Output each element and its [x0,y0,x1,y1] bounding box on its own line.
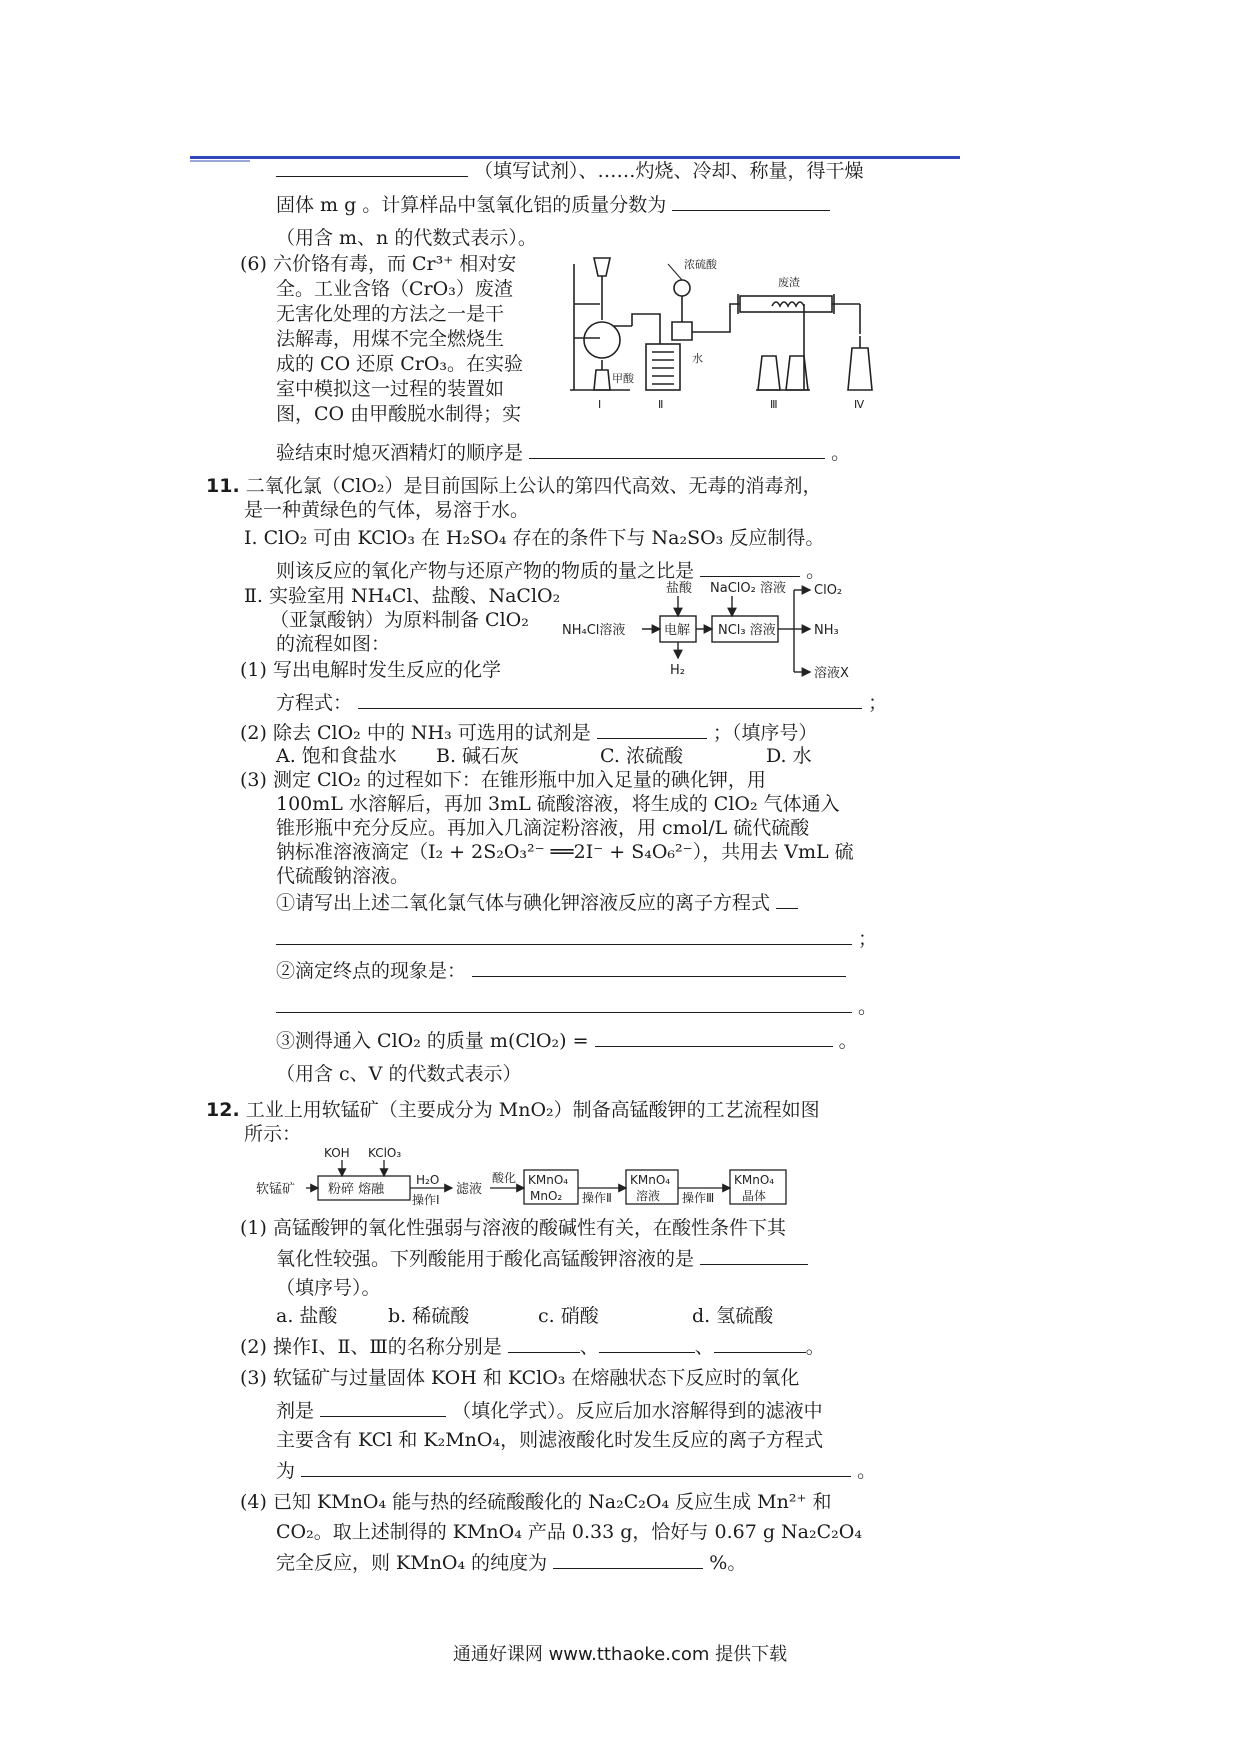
q12-sub1-line-3: （填序号）。 [276,1277,381,1299]
answer-blank[interactable] [595,1028,833,1047]
answer-blank[interactable] [472,958,846,977]
flow-label-electrolysis: 电解 [664,623,691,638]
option-b: B. 碱石灰 [436,745,520,767]
q12-sub3-line-2 [276,1398,823,1423]
answer-blank[interactable] [529,440,825,459]
q12-intro-text-1: 工业上用软锰矿（主要成分为 MnO₂）制备高锰酸钾的工艺流程如图 [245,1099,820,1121]
answer-blank[interactable] [276,994,852,1013]
q11-sub3a-line [276,890,798,915]
flow-label-filtrate: 滤液 [456,1182,483,1197]
flow-box4-line1: KMnO₄ [734,1173,775,1187]
flow-box2-line2: MnO₂ [530,1189,563,1203]
q10-line-1 [276,158,864,183]
q11-sub2-line-1 [240,720,817,745]
unit-label-4: Ⅳ [854,398,865,411]
answer-blank[interactable] [599,1334,695,1353]
q10-p6-line-6: 室中模拟这一过程的装置如 [276,378,505,400]
option-d: d. 氢硫酸 [692,1305,774,1327]
answer-blank[interactable] [553,1550,703,1569]
q12-sub4-line-3 [276,1550,746,1575]
q11-sub3a-answer-line [276,926,877,951]
q12-sub4-text: 完全反应，则 KMnO₄ 的纯度为 [276,1552,548,1574]
q11-sub3d-line: （用含 c、V 的代数式表示） [276,1063,522,1085]
flow-label-hcl: 盐酸 [666,581,693,596]
flow-label-nh4cl: NH₄Cl溶液 [562,623,626,638]
label-waste-residue: 废渣 [778,276,800,289]
q12-sub2-line [240,1334,825,1359]
flow-box3-line2: 溶液 [636,1189,661,1203]
flow-label-kclo3: KClO₃ [368,1146,402,1160]
option-c: c. 硝酸 [538,1305,599,1327]
question-number: 12. [206,1099,240,1121]
q10-p6-line-4: 法解毒，用煤不完全燃烧生 [276,328,505,350]
flow-label-naclo2: NaClO₂ 溶液 [710,581,786,596]
flow-label-solution-x: 溶液X [814,666,849,681]
answer-blank[interactable] [597,720,707,739]
q12-sub4-suffix: %。 [709,1552,747,1574]
q11-intro-line-2: 是一种黄绿色的气体，易溶于水。 [244,499,530,521]
answer-blank[interactable] [301,1458,851,1477]
flow-label-pyrolusite: 软锰矿 [256,1182,296,1197]
q11-part2-line-3: 的流程如图： [276,633,391,655]
q11-sub2-text: (2) 除去 ClO₂ 中的 NH₃ 可选用的试剂是 [240,722,591,744]
q11-part2-line-1: Ⅱ. 实验室用 NH₄Cl、盐酸、NaClO₂ [244,585,561,607]
q12-flow-diagram [256,1146,826,1214]
answer-blank[interactable] [700,1246,808,1265]
q10-p6-line-5: 成的 CO 还原 CrO₃。在实验 [276,353,524,375]
label-water: 水 [692,352,703,365]
q11-sub3a-text: ①请写出上述二氧化氯气体与碘化钾溶液反应的离子方程式 [276,892,771,914]
q10-line-2-text: 固体 m g 。计算样品中氢氧化铝的质量分数为 [276,194,667,216]
answer-blank[interactable] [714,1334,806,1353]
flow-label-h2: H₂ [670,663,685,678]
flow-label-op3: 操作Ⅲ [682,1191,715,1205]
q12-sub1-line-1: (1) 高锰酸钾的氧化性强弱与溶液的酸碱性有关，在酸性条件下其 [240,1217,786,1239]
q12-sub3-line-3: 主要含有 KCl 和 K₂MnO₄，则滤液酸化时发生反应的离子方程式 [276,1429,824,1451]
option-d: D. 水 [766,745,812,767]
question-number: 11. [206,475,240,497]
header-rule-accent [190,160,250,162]
q10-line-3: （用含 m、n 的代数式表示）。 [276,227,537,249]
answer-blank[interactable] [776,890,798,909]
flow-label-op1: 操作Ⅰ [412,1193,440,1207]
comma: 、 [694,1336,714,1358]
flow-box4-line2: 晶体 [742,1189,767,1203]
flow-label-nh3: NH₃ [814,623,839,638]
q12-sub3-line-4 [276,1458,876,1483]
q11-sub3-line-1: (3) 测定 ClO₂ 的过程如下：在锥形瓶中加入足量的碘化钾，用 [240,769,766,791]
answer-blank[interactable] [700,558,800,577]
footer-source: 通通好课网 www.tthaoke.com 提供下载 [452,1644,788,1665]
semicolon: ； [868,692,888,714]
q11-sub2-options [276,744,812,768]
q11-sub1-text: 方程式： [276,692,353,714]
period: 。 [858,996,878,1018]
q12-sub4-line-2: CO₂。取上述制得的 KMnO₄ 产品 0.33 g，恰好与 0.67 g Na₂C₂O₄ [276,1521,862,1543]
answer-blank[interactable] [358,690,862,709]
flow-label-ncl3: NCl₃ 溶液 [718,623,776,638]
q12-sub3-text: 剂是 [276,1400,315,1422]
semicolon: ； [858,928,878,950]
q11-sub3b-answer-line [276,994,877,1019]
unit-label-3: Ⅲ [770,398,778,411]
q12-sub3-text-2: 为 [276,1460,296,1482]
q11-part1-line-1: Ⅰ. ClO₂ 可由 KClO₃ 在 H₂SO₄ 存在的条件下与 Na₂SO₃ 反应制得。 [244,527,825,549]
q10-line-1-text: （填写试剂）、……灼烧、冷却、称量，得干燥 [474,160,864,182]
q10-p6-line-1: (6) 六价铬有毒，而 Cr³⁺ 相对安 [240,253,517,275]
flow-label-koh: KOH [324,1146,350,1160]
apparatus-figure [560,244,875,416]
period: 。 [806,560,826,582]
answer-blank[interactable] [672,192,830,211]
flow-label-crush-melt: 粉碎 熔融 [328,1182,385,1197]
flow-box3-line1: KMnO₄ [630,1173,671,1187]
q11-sub3-line-4: 钠标准溶液滴定（I₂ + 2S₂O₃²⁻ ══2I⁻ + S₄O₆²⁻），共用去 VmL 硫 [276,841,854,863]
flow-label-op2: 操作Ⅱ [582,1191,612,1205]
q11-sub3-line-3: 锥形瓶中充分反应。再加入几滴淀粉溶液，用 cmol/L 硫代硫酸 [276,817,810,839]
q10-p6-line-7: 图，CO 由甲酸脱水制得；实 [276,403,522,425]
option-a: a. 盐酸 [276,1305,338,1327]
unit-label-2: Ⅱ [658,398,664,411]
answer-blank[interactable] [276,158,468,177]
q11-sub3b-text: ②滴定终点的现象是： [276,960,467,982]
q11-sub3b-line [276,958,846,983]
q11-flow-diagram [562,578,878,684]
q10-p6-last-text: 验结束时熄灭酒精灯的顺序是 [276,442,524,464]
flow-label-acidify: 酸化 [492,1171,517,1185]
answer-blank[interactable] [508,1334,580,1353]
q11-sub3c-line [276,1028,858,1053]
q11-sub3-line-2: 100mL 水溶解后，再加 3mL 硫酸溶液，将生成的 ClO₂ 气体通入 [276,793,840,815]
period: 。 [805,1336,825,1358]
q12-intro-line-1 [206,1098,820,1122]
flow-label-clo2: ClO₂ [814,583,843,598]
q11-sub3-line-5: 代硫酸钠溶液。 [276,865,410,887]
q12-sub3-line-1: (3) 软锰矿与过量固体 KOH 和 KClO₃ 在熔融状态下反应时的氧化 [240,1367,800,1389]
q12-sub4-line-1: (4) 已知 KMnO₄ 能与热的经硫酸酸化的 Na₂C₂O₄ 反应生成 Mn²⁺ 和 [240,1491,832,1513]
unit-label-1: Ⅰ [598,398,602,411]
q11-intro-text-1: 二氧化氯（ClO₂）是目前国际上公认的第四代高效、无毒的消毒剂， [245,475,822,497]
q12-sub2-text: (2) 操作Ⅰ、Ⅱ、Ⅲ的名称分别是 [240,1336,502,1358]
q11-sub1-line-1: (1) 写出电解时发生反应的化学 [240,659,501,681]
q11-sub3c-text: ③测得通入 ClO₂ 的质量 m(ClO₂) = [276,1030,589,1052]
period: 。 [857,1460,877,1482]
comma: 、 [579,1336,599,1358]
q11-sub1-line-2 [276,690,887,715]
q12-sub1-options [276,1304,773,1328]
q12-intro-line-2: 所示： [244,1123,302,1145]
answer-blank[interactable] [320,1398,446,1417]
q12-sub1-line-2 [276,1246,808,1271]
q10-line-2 [276,192,830,217]
period: 。 [831,442,851,464]
q12-sub1-text: 氧化性较强。下列酸能用于酸化高锰酸钾溶液的是 [276,1248,695,1270]
flow-box2-line1: KMnO₄ [528,1173,569,1187]
q10-p6-line-3: 无害化处理的方法之一是干 [276,303,505,325]
option-b: b. 稀硫酸 [388,1305,470,1327]
flow-label-h2o: H₂O [416,1173,440,1187]
q12-sub3-suffix: （填化学式）。反应后加水溶解得到的滤液中 [452,1400,823,1422]
q11-part1-text: 则该反应的氧化产物与还原产物的物质的量之比是 [276,560,695,582]
q11-intro-line-1 [206,474,822,498]
option-c: C. 浓硫酸 [600,745,683,767]
option-a: A. 饱和食盐水 [276,745,397,767]
q11-part2-line-2: （亚氯酸钠）为原料制备 ClO₂ [270,609,529,631]
q10-p6-last [276,440,850,465]
label-conc-sulfuric-acid: 浓硫酸 [684,258,717,271]
q11-sub2-suffix: ；（填序号） [712,722,818,744]
q10-p6-line-2: 全。工业含铬（CrO₃）废渣 [276,278,513,300]
label-formic-acid: 甲酸 [612,372,634,385]
answer-blank[interactable] [276,926,852,945]
period: 。 [838,1030,858,1052]
